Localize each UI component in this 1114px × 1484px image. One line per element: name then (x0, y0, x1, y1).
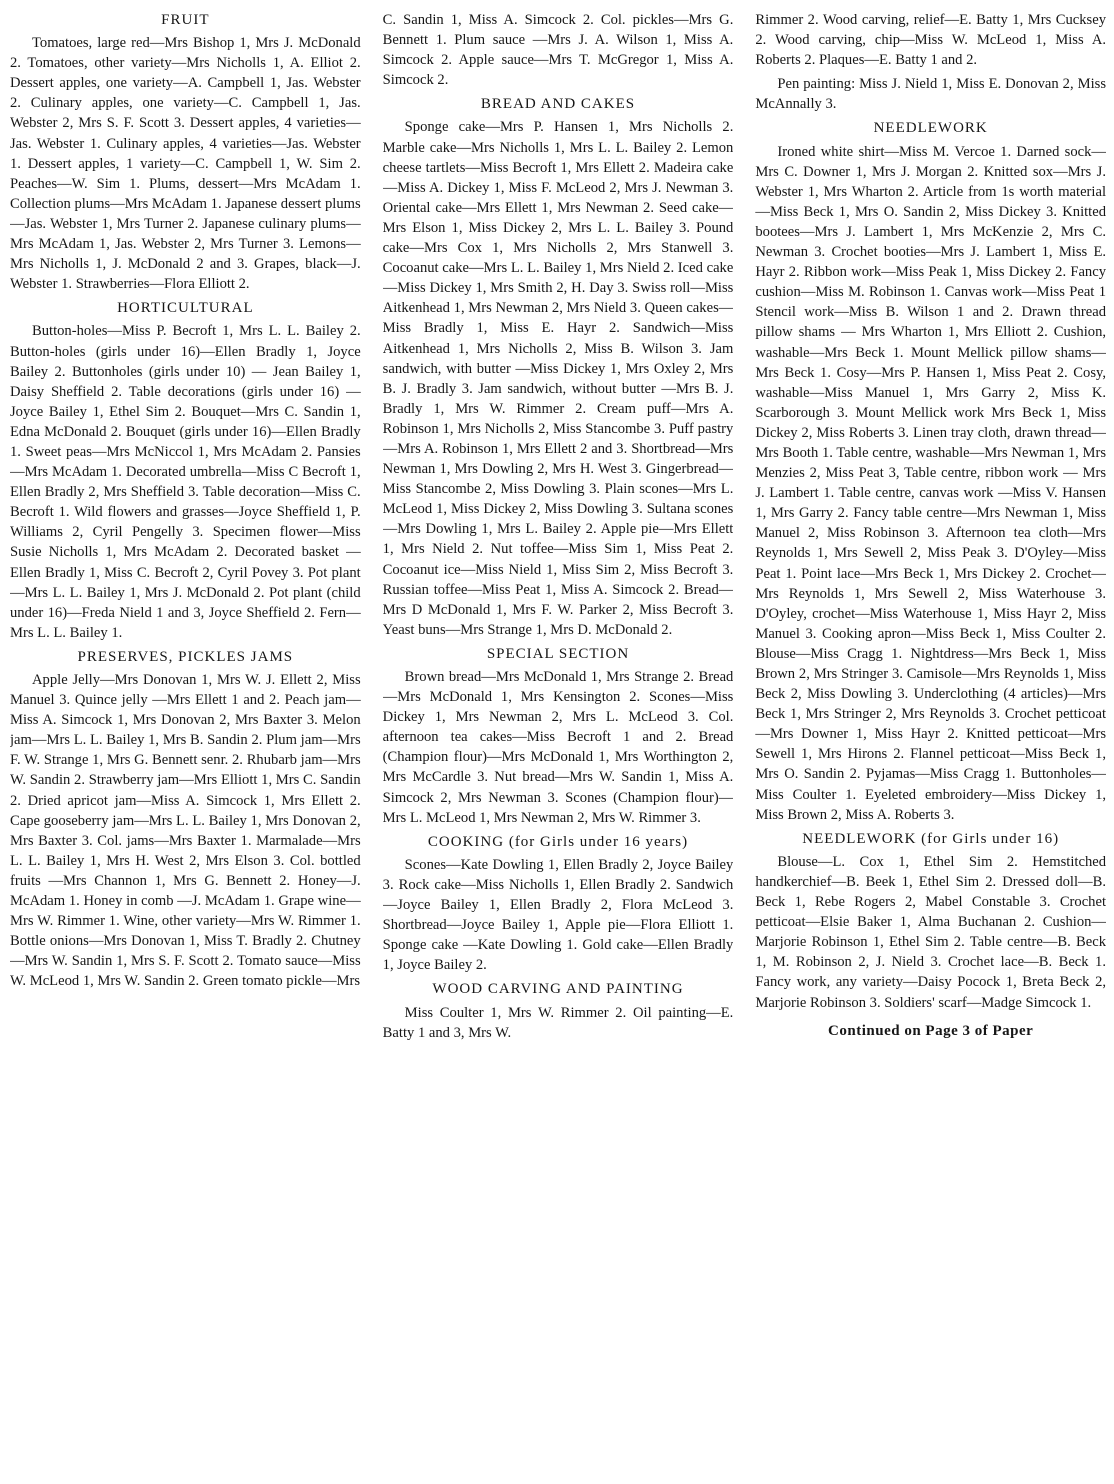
section-text-pen-painting: Pen painting: Miss J. Nield 1, Miss E. Donovan 2, Miss McAnnally 3. (755, 76, 1107, 113)
section-title-preserves: PRESERVES, PICKLES JAMS (77, 648, 294, 665)
section-title-fruit: FRUIT (161, 12, 210, 28)
section-text-needlework-girls: Blouse—L. Cox 1, Ethel Sim 2. Hemstitched handkerchief—B. Beek 1, Ethel Sim 2. Dressed doll—B. Beck 1, Rebe Rogers 2, Mabel Constable 3. Crochet petticoat—Elsie Baker 1, Alma Buchanan 2. Cushion—Marjorie Robinson 1, Ethel Sim 2. Table centre—B. Beck 1, M. Robinson 2, J. Nield 3. Crochet lace—B. Beck 1. Fancy work, any variety—Daisy Pocock 1, Breta Beck 2, Marjorie Robinson 3. Soldiers' scarf—Madge Simcock 1. (755, 853, 1107, 1011)
section-text-needlework: Ironed white shirt—Miss M. Vercoe 1. Darned sock—Mrs C. Downer 1, Mrs J. Morgan 2. Knitted sox—Mrs J. Webster 1, Mrs Wharton 2. Article from 1s worth material—Miss Beck 1, Mrs O. Sandin 2, Miss Dickey 3. Knitted bootees—Mrs J. Lambert 1, Mrs McKenzie 2, Mrs C. Newman 3. Crochet booties—Mrs J. Lambert 1, Miss E. Hayr 2. Ribbon work—Miss Peak 1, Miss Dickey 2. Fancy cushion—Miss M. Robinson 1. Canvas work—Miss Peat 1 Stencil work—Miss B. Wilson 1 and 2. Drawn thread pillow shams — Mrs Wharton 1, Mrs Elliott 2. Cushion, washable—Mrs Beck 1. Mount Mellick pillow shams—Mrs Beck 1. Cosy—Mrs P. Hansen 1, Miss Peat 2. Cosy, washable—Miss Manuel 1, Mrs Garry 2, Miss K. Scarborough 3. Mount Mellick work Mrs Beck 1, Miss Dickey 2, Miss Roberts 3. Linen tray cloth, drawn thread—Mrs Booth 1. Table centre, washable—Mrs Newman 1, Mrs Menzies 2, Miss Peat 3, Table centre, ribbon work — Mrs J. Lambert 1. Table centre, canvas work —Miss V. Hansen 1, Mrs Garry 2. Fancy table centre—Mrs Newman 1, Miss Manuel 2, Miss Robinson 3. Afternoon tea cloth—Mrs Reynolds 1, Mrs Sewell 2, Miss Peak 3. D'Oyley—Miss Peat 1. Point lace—Mrs Beck 1, Mrs Dickey 2. Crochet—Mrs Reynolds 1, Mrs Sewell 2, Miss Waterhouse 3. D'Oyley, crochet—Miss Waterhouse 1, Miss Hayr 2, Miss Manuel 3. Cooking apron—Miss Beck 1, Miss Coulter 2. Blouse—Miss Cragg 1. Nightdress—Mrs Beck 1, Miss Brown 2, Mrs Stringer 3. Camisole—Mrs Reynolds 1, Miss Beck 2, Miss Dowling 3. Underclothing (4 articles)—Mrs Beck 1, Mrs Stringer 2, Mrs Reynolds 3. Crochet petticoat—Mrs Downer 1, Miss Hayr 2. Knitted petticoat—Mrs Sewell 1, Mrs Hirons 2. Flannel petticoat—Miss Beck 1, Mrs O. Sandin 2. Pyjamas—Miss Cragg 1. Buttonholes—Miss Coulter 1. Eyeleted embroidery—Miss Dickey 1, Miss Brown 2, Miss A. Roberts 3. (755, 143, 1107, 823)
section-title-needlework: NEEDLEWORK (873, 120, 988, 137)
section-title-horticultural: HORTICULTURAL (117, 300, 254, 317)
section-text-preserves: Apple Jelly—Mrs Donovan 1, Mrs W. J. Ellett 2, Miss Manuel 3. Quince jelly —Mrs Ellett 1 and 2. Peach jam—Miss A. Simcock 1, Mrs Donovan 2, Mrs Baxter 3. Melon jam—Mrs L. L. Bailey 1, Mrs B. Sandin 2. Plum jam—Mrs F. W. Strange 1, Mrs G. Bennett senr. 2. Rhubarb jam—Mrs W. Sandin 2. Strawberry jam—Mrs Elliott 1, Mrs C. Sandin 2. Dried apricot jam—Miss A. Simcock 1, Mrs Ellett 2. Cape gooseberry jam—Mrs L. L. Bailey 1, Mrs Donovan 2, Mrs Baxter 3. Col. jams—Mrs Baxter 1. Marmalade—Mrs L. L. Bailey 1, Mrs H. West 2, Mrs Elson 3. Col. bottled fruits —Mrs Channon 1, Mrs G. Bennett 2. Honey—J. McAdam 1. Honey in comb —J. McAdam 1. Grape wine—Mrs W. Rimmer 1. Wine, other variety—Mrs W. Rimmer 1. Bottle onions—Mrs Donovan 1, Miss T. Bradly 2. Chutney—Mrs W. Sandin 1, Mrs S. F. Scott 2. Tomato sauce—Miss W. McLeod 1, Mrs W. Sandin 2. Green tomato pickle—Mrs (10, 672, 361, 990)
section-title-needlework-girls: NEEDLEWORK (for Girls under 16) (802, 830, 1060, 847)
section-text-special-section: Brown bread—Mrs McDonald 1, Mrs Strange 2. Bread—Mrs McDonald 1, Mrs Kensington 2. Scones—Miss Dickey 1, Mrs Newman 2, Mrs L. McLeod 3. Col. afternoon tea cakes—Miss Becroft 1 and 2. Bread (Champion flour)—Mrs McDonald 1, Mrs Worthington 2, Mrs McCardle 3. Nut bread—Mrs W. Sandin 1, Miss A. Simcock 2, Mrs Newman 3. Scones (Champion flour)—Mrs L. McLeod 1, Mrs Newman 2, Mrs W. Rimmer 3. (382, 669, 734, 826)
section-text-wood-carving: Miss Coulter 1, Mrs W. Rimmer 2. Oil painting—E. Batty 1 and 3, Mrs W. (382, 1004, 734, 1041)
section-text-cooking-girls: Scones—Kate Dowling 1, Ellen Bradly 2, Joyce Bailey 3. Rock cake—Miss Nicholls 1, Ellen Bradly 2. Sandwich—Joyce Bailey 1, Ellen Bradly 2, Flora McLeod 3. Shortbread—Joyce Bailey 1, Apple pie—Flora Elliott 1. Sponge cake —Kate Dowling 1. Gold cake—Ellen Bradly 1, Joyce Bailey 2. (382, 856, 734, 974)
section-text-bread-and-cakes: Sponge cake—Mrs P. Hansen 1, Mrs Nicholls 2. Marble cake—Mrs Nicholls 1, Mrs L. L. Bailey 2. Lemon cheese tartlets—Miss Becroft 1, Mrs Ellett 2. Madeira cake—Miss A. Dickey 1, Miss F. McLeod 2, Mrs J. Newman 3. Oriental cake—Mrs Ellett 1, Mrs Newman 2. Seed cake—Mrs Elson 1, Miss Dickey 2, Mrs L. L. Bailey 3. Pound cake—Mrs Cox 1, Mrs Nicholls 2, Mrs Stanwell 3. Cocoanut cake—Mrs L. L. Bailey 1, Mrs Nield 2. Iced cake—Miss Dickey 1, Mrs Smith 2, H. Day 3. Swiss roll—Miss Aitkenhead 1, Mrs Newman 2, Mrs Nield 3. Queen cakes—Miss Bradly 1, Miss E. Hayr 2. Sandwich—Miss Aitkenhead 1, Mrs Nicholls 2, Miss B. Wilson 3. Jam sandwich, with butter —Miss Dickey 1, Mrs Oxley 2, Mrs B. J. Bradly 3. Jam sandwich, without butter —Mrs B. J. Bradly 1, Mrs W. Rimmer 2. Cream puff—Mrs A. Robinson 1, Mrs Nicholls 2, Miss Stancombe 3. Puff pastry—Mrs A. Robinson 1, Mrs Ellett 2 and 3. Shortbread—Mrs Newman 1, Mrs Dowling 2, Mrs H. West 3. Gingerbread—Miss Stancombe 2, Miss Dowling 3. Plain scones—Mrs L. McLeod 1, Miss Dickey 2, Miss Dowling 3. Sultana scones—Mrs Dowling 1, Mrs L. Bailey 2. Apple pie—Mrs Ellett 1, Mrs Nield 2. Nut toffee—Miss Sim 1, Miss Peat 2. Cocoanut ice—Miss Nield 1, Miss Sim 2, Miss Becroft 3. Russian toffee—Miss Peat 1, Miss A. Simcock 2. Bread—Mrs D McDonald 1, Mrs F. W. Parker 2, Miss Becroft 3. Yeast buns—Mrs Strange 1, Mrs D. McDonald 2. (382, 119, 734, 638)
section-text-preserves-continued: C. Sandin 1, Miss A. Simcock 2. Col. pickles—Mrs G. Bennett 1. Plum sauce —Mrs J. A. Wilson 1, Miss A. Simcock 2. Apple sauce—Mrs T. McGregor 1, Miss A. Simcock 2. (382, 12, 734, 89)
column-3 (755, 10, 1106, 1478)
section-title-special-section: SPECIAL SECTION (486, 645, 630, 662)
section-text-wood-carving-continued: Rimmer 2. Wood carving, relief—E. Batty 1, Mrs Cucksey 2. Wood carving, chip—Miss W. McLeod 1, Miss A. Roberts 2. Plaques—E. Batty 1 and 2. (755, 12, 1107, 69)
column-2 (383, 10, 734, 1478)
section-text-fruit: Tomatoes, large red—Mrs Bishop 1, Mrs J. McDonald 2. Tomatoes, other variety—Mrs Nicholls 1, A. Elliot 2. Dessert apples, one variety—A. Campbell 1, Jas. Webster 2. Culinary apples, one variety—C. Campbell 1, Jas. Webster 2, Mrs S. F. Scott 3. Dessert apples, 4 varieties—Jas. Webster 1. Culinary apples, 4 varieties—Jas. Webster 1. Dessert apples, 1 variety—C. Campbell 1, W. Sim 2. Peaches—W. Sim 1. Plums, dessert—Mrs McAdam 1. Collection plums—Mrs McAdam 1. Japanese dessert plums—Jas. Webster 1, Mrs Turner 2. Japanese culinary plums—Mrs McAdam 1, Jas. Webster 2, Mrs Turner 3. Lemons—Mrs Nicholls 1, J. McDonald 2 and 3. Grapes, black—J. Webster 1. Strawberries—Flora Elliott 2. (10, 35, 361, 293)
section-text-horticultural: Button-holes—Miss P. Becroft 1, Mrs L. L. Bailey 2. Button-holes (girls under 16)—Ellen Bradly 1, Joyce Bailey 2. Buttonholes (girls under 10) — Jean Bailey 1, Daisy Sheffield 2. Table decorations (girls under 16) — Joyce Bailey 1, Ethel Sim 2. Bouquet—Mrs C. Sandin 1, Edna McDonald 2. Bouquet (girls under 16)—Ellen Bradly 1. Sweet peas—Mrs McNiccol 1, Mrs McAdam 2. Pansies—Mrs McAdam 1. Decorated umbrella—Miss C Becroft 1, Ellen Bradly 2, Mrs Sheffield 3. Table decoration—Miss C. Becroft 1. Wild flowers and grasses—Joyce Sheffield 1, P. Williams 2, Cyril Pengelly 3. Specimen flower—Miss Susie Nicholls 1, Mrs McAdam 2. Decorated basket — Ellen Bradly 1, Miss C. Becroft 2, Cyril Povey 3. Pot plant—Mrs L. L. Bailey 1, Mrs J. McDonald 2. Pot plant (child under 16)—Freda Nield 1 and 3, Joyce Sheffield 2. Fern—Mrs L. L. Bailey 1. (10, 323, 361, 641)
section-title-cooking-girls: COOKING (for Girls under 16 years) (427, 833, 689, 850)
column-1 (10, 10, 361, 1478)
section-title-wood-carving: WOOD CARVING AND PAINTING (432, 981, 684, 998)
section-title-bread-and-cakes: BREAD AND CAKES (480, 96, 636, 113)
continued-notice: Continued on Page 3 of Paper (828, 1022, 1034, 1039)
